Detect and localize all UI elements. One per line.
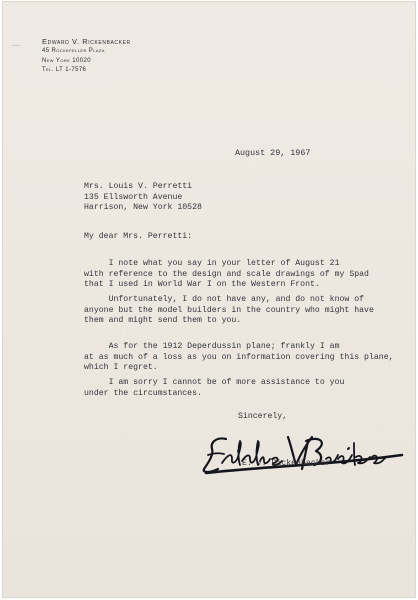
paragraph-line: Unfortunately, I do not have any, and do not know of	[84, 295, 365, 304]
paragraph-line: them and might send them to you.	[84, 316, 242, 325]
paragraph-line: anyone but the model builders in the country who might have	[84, 305, 374, 315]
closing: Sincerely,	[238, 412, 288, 421]
paragraph-line: with reference to the design and scale drawings of my Spad	[84, 269, 369, 279]
letterhead-name: Edward V. Rickenbacker	[42, 37, 131, 46]
paragraph-3	[84, 342, 394, 374]
paragraph-line: under the circumstances.	[84, 388, 202, 398]
recipient-address	[84, 182, 202, 214]
paragraph-2	[84, 295, 374, 327]
letterhead	[42, 37, 131, 76]
paragraph-line: at as much of a loss as you on information covering this plane,	[84, 352, 394, 362]
recipient-name: Mrs. Louis V. Perretti	[84, 182, 193, 191]
handwritten-signature	[198, 429, 406, 479]
paper-mark	[12, 45, 20, 49]
letterhead-city: New York 10020	[42, 57, 91, 64]
letterhead-address: 45 Rockefeller Plaza	[42, 48, 105, 54]
paragraph-line: I note what you say in your letter of August 21	[84, 259, 340, 268]
typed-signer-name: E. V. Rickenbacker	[242, 459, 331, 468]
paragraph-line: which I regret.	[84, 363, 158, 372]
paragraph-line: that I used in World War I on the Western Front.	[84, 280, 320, 289]
paragraph-line: As for the 1912 Deperdussin plane; frankly I am	[84, 342, 340, 351]
letterhead-telephone: Tel. LT 1-7576	[42, 67, 87, 73]
paragraph-1	[84, 259, 369, 291]
recipient-city: Harrison, New York 10528	[84, 203, 202, 212]
letter-date: August 29, 1967	[235, 148, 311, 158]
recipient-street: 135 Ellsworth Avenue	[84, 192, 183, 202]
letter-page	[2, 1, 416, 598]
paragraph-line: I am sorry I cannot be of more assistance to you	[84, 378, 345, 387]
paragraph-4	[84, 378, 344, 399]
salutation: My dear Mrs. Perretti:	[84, 232, 193, 241]
